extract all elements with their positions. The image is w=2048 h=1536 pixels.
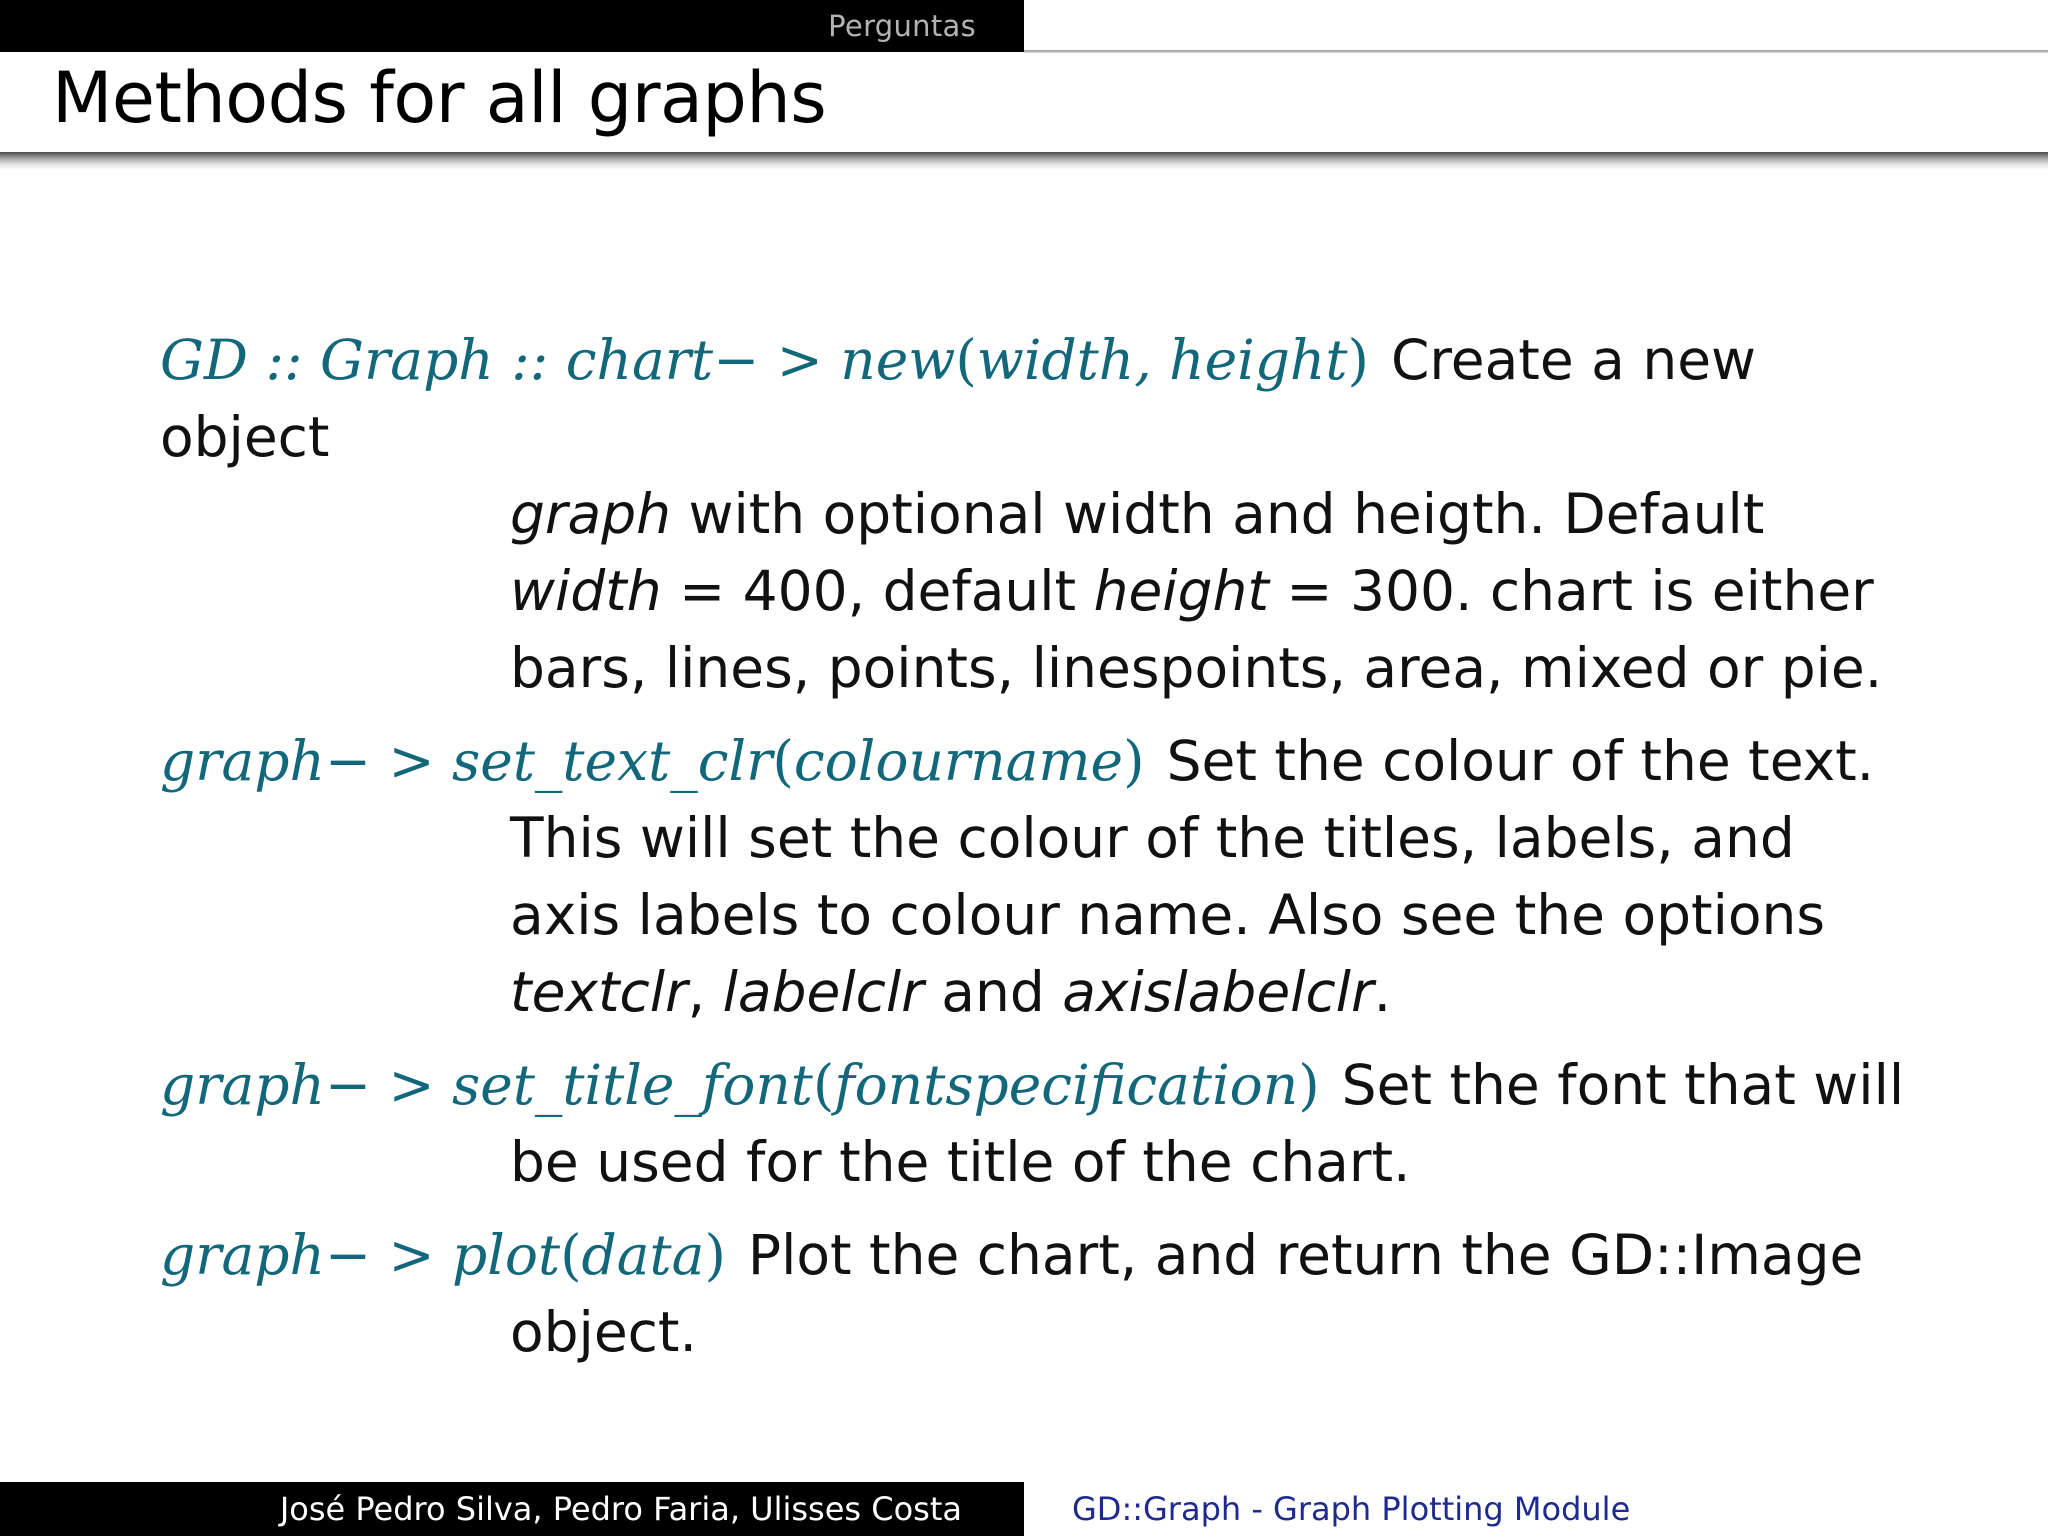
method-list [160, 322, 1910, 1387]
method-description [510, 1124, 1910, 1201]
method-entry-set-title-font [160, 1047, 1910, 1201]
method-signature [160, 729, 1145, 793]
method-description [510, 800, 1910, 1031]
description-term: height [1093, 559, 1269, 623]
description-term: textclr [510, 960, 688, 1024]
frame-title-bar [0, 53, 2048, 153]
method-name: GD :: Graph :: chart− > new [160, 328, 956, 392]
description-term: graph [510, 482, 671, 546]
method-paren-open: ( [772, 729, 794, 793]
method-paren-open: ( [560, 1223, 582, 1287]
navigation-section-panel [0, 0, 1024, 52]
method-paren-close: ) [1347, 328, 1369, 392]
description-text: = 400, default [661, 559, 1094, 623]
method-signature [160, 1053, 1320, 1117]
description-text: = 300. chart is either bars, lines, points, linespoints, area, mixed or pie. [510, 559, 1883, 700]
method-paren-close: ) [1298, 1053, 1320, 1117]
method-description-lead: Set the font that will [1341, 1053, 1905, 1117]
method-paren-open: ( [955, 328, 977, 392]
footer-bar [0, 1482, 2048, 1536]
method-paren-close: ) [704, 1223, 726, 1287]
description-text: object. [510, 1300, 697, 1364]
method-args: width, height [976, 328, 1348, 392]
footer-authors: José Pedro Silva, Pedro Faria, Ulisses Costa [0, 1482, 1024, 1536]
method-description [510, 476, 1910, 707]
description-term: labelclr [722, 960, 924, 1024]
method-args: data [581, 1223, 705, 1287]
method-first-line [160, 1047, 1910, 1124]
description-text: . [1373, 960, 1392, 1024]
page-title: Methods for all graphs [52, 57, 827, 139]
method-first-line [160, 1217, 1910, 1294]
section-link[interactable]: Perguntas [828, 9, 976, 43]
method-args: fontspecification [834, 1053, 1299, 1117]
method-description-lead: Create a new object [160, 328, 1757, 469]
title-shadow [0, 152, 2048, 170]
description-term: width [510, 559, 662, 623]
method-name: graph− > set_text_clr [160, 729, 773, 793]
method-entry-set-text-clr [160, 723, 1910, 1031]
method-signature [160, 328, 1369, 392]
method-description [510, 1294, 1910, 1371]
method-description-lead: Set the colour of the text. [1166, 729, 1875, 793]
method-entry-plot [160, 1217, 1910, 1371]
method-signature [160, 1223, 726, 1287]
description-term: axislabelclr [1062, 960, 1374, 1024]
method-paren-open: ( [812, 1053, 835, 1117]
method-first-line [160, 322, 1910, 476]
navigation-bar [0, 0, 2048, 52]
footer-short-title[interactable]: GD::Graph - Graph Plotting Module [1072, 1490, 1631, 1528]
method-args: colourname [793, 729, 1124, 793]
method-description-lead: Plot the chart, and return the GD::Image [747, 1223, 1864, 1287]
method-name: graph− > plot [160, 1223, 561, 1287]
description-text: , [687, 960, 723, 1024]
description-text: be used for the title of the chart. [510, 1130, 1411, 1194]
description-text: This will set the colour of the titles, labels, and axis labels to colour name. Also see the options [510, 806, 1826, 947]
method-first-line [160, 723, 1910, 800]
method-entry-new [160, 322, 1910, 707]
description-text: with optional width and heigth. Default [671, 482, 1765, 546]
method-name: graph− > set_title_font [160, 1053, 813, 1117]
description-text: and [923, 960, 1063, 1024]
method-paren-close: ) [1123, 729, 1145, 793]
